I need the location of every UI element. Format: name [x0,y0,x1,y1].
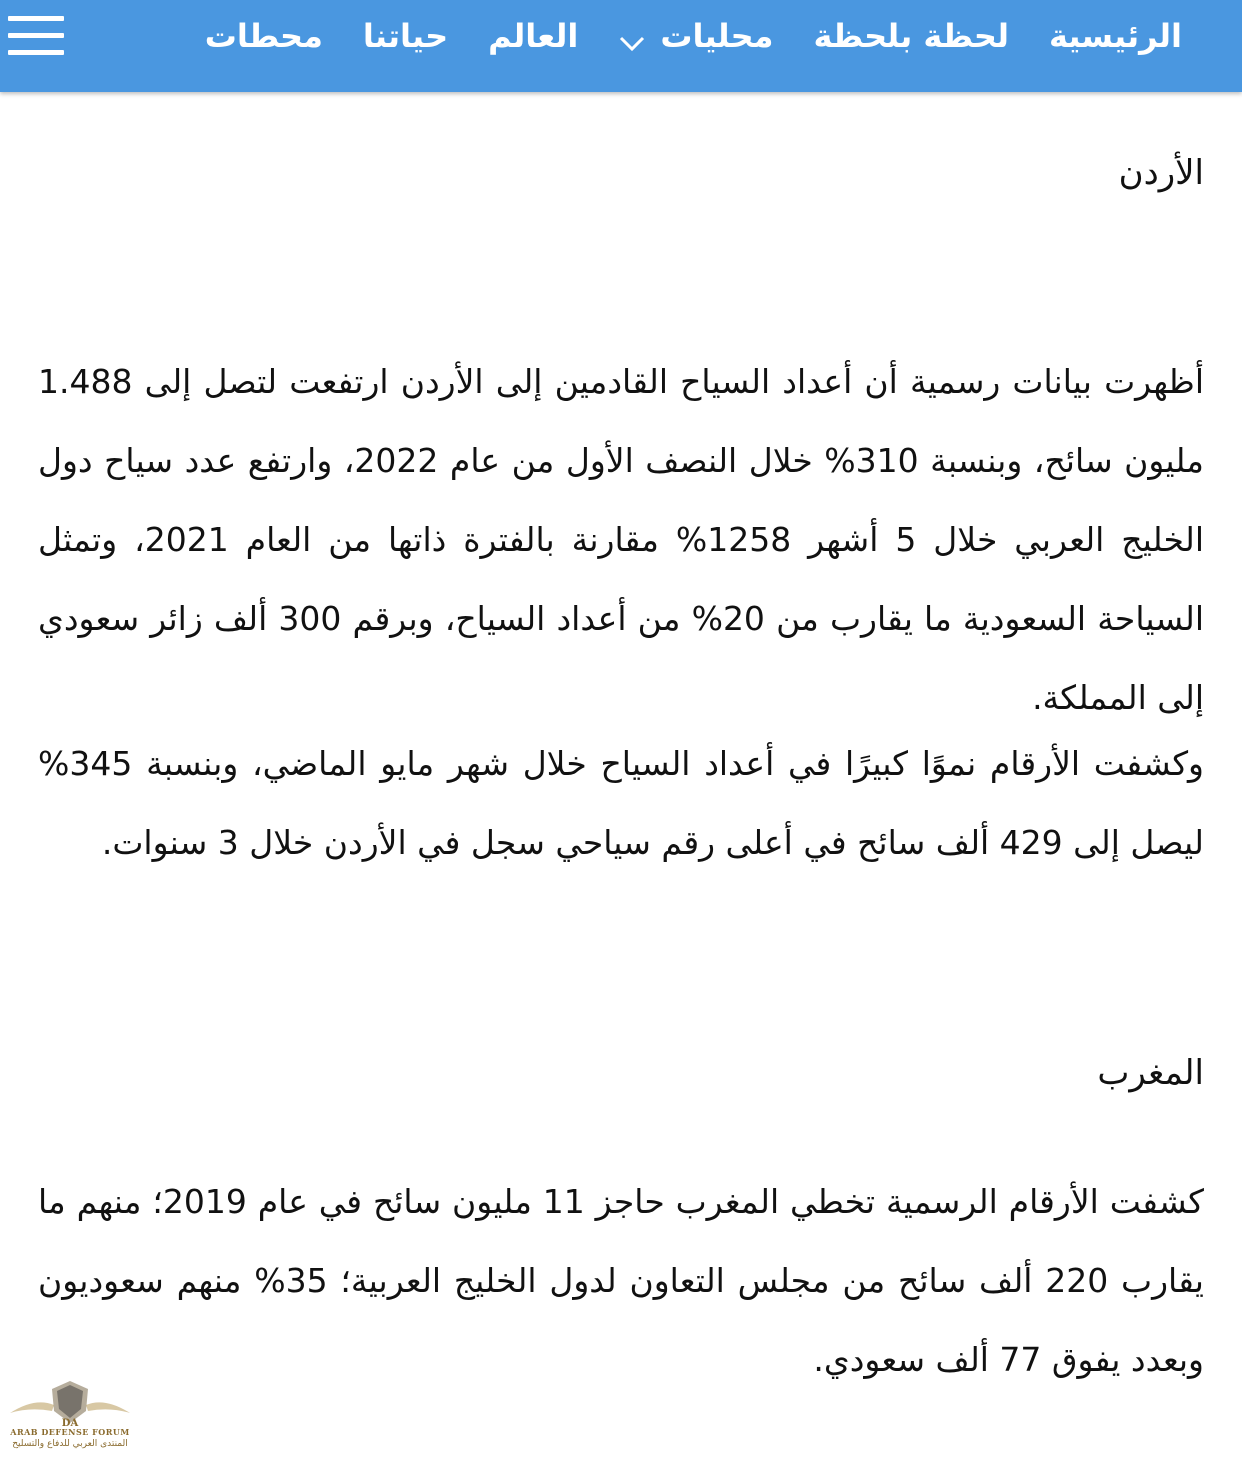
logo-letters: DA [61,1418,79,1427]
nav-item-moment-by-moment[interactable]: لحظة بلحظة [813,17,1009,55]
nav-item-our-life[interactable]: حياتنا [362,17,449,55]
chevron-down-icon[interactable] [618,23,646,61]
paragraph-jordan-1: أظهرت بيانات رسمية أن أعداد السياح القادمين إلى الأردن ارتفعت لتصل إلى 1.488 مليون سائح، وبنسبة 310% خلال النصف الأول من عام 2022، وارتفع عدد سياح دول الخليج العربي خلال 5 أشهر 1258% مقارنة بالفترة ذاتها من العام 2021، وتمثل السياحة السعودية ما يقارب من 20% من أعداد السياح، وبرقم 300 ألف زائر سعودي إلى المملكة. [38,362,1204,717]
nav-item-local[interactable] [618,11,773,61]
nav-item-stations[interactable]: محطات [204,17,323,55]
hamburger-menu-icon[interactable] [8,12,64,58]
nav-item-local-label: محليات [660,17,774,55]
paragraph-jordan-2: وكشفت الأرقام نموًا كبيرًا في أعداد السياح خلال شهر مايو الماضي، وبنسبة 345% ليصل إلى 429 ألف سائح في أعلى رقم سياحي سجل في الأردن خلال 3 سنوات. [38,744,1204,862]
nav-item-home[interactable]: الرئيسية [1049,17,1182,55]
logo-name-ar: المنتدى العربي للدفاع والتسليح [12,1439,128,1449]
watermark-logo [0,1377,140,1467]
main-nav [205,10,1182,62]
section-heading-morocco: المغرب [1097,1053,1204,1093]
top-navigation-bar [0,0,1242,92]
section-heading-jordan: الأردن [1118,153,1204,193]
paragraph-morocco-1: كشفت الأرقام الرسمية تخطي المغرب حاجز 11 مليون سائح في عام 2019؛ منهم ما يقارب 220 ألف سائح من مجلس التعاون لدول الخليج العربية؛ 35% منهم سعوديون وبعدد يفوق 77 ألف سعودي. [38,1182,1204,1379]
nav-item-world[interactable]: العالم [488,17,579,55]
eagle-shield-icon [0,1377,140,1427]
logo-name-en: ARAB DEFENSE FORUM [10,1427,130,1437]
